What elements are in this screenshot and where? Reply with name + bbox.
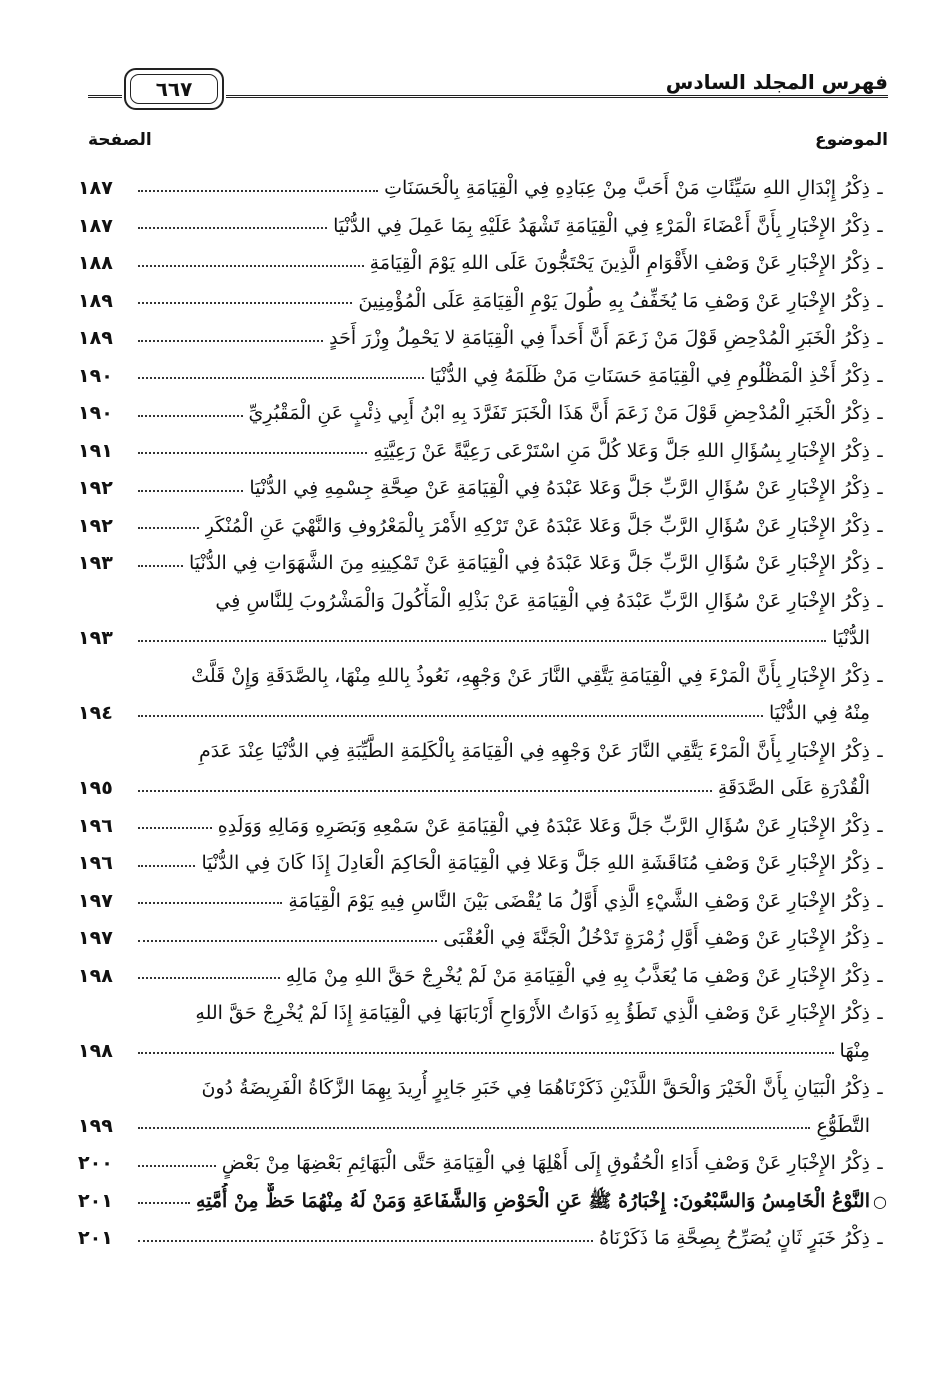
dot-leader — [138, 490, 243, 492]
index-entry — [78, 883, 890, 921]
index-entry — [78, 1220, 890, 1258]
entry-line — [78, 320, 890, 358]
dash-bullet-icon: ـ — [877, 290, 883, 312]
entry-page-number: ١٩٩ — [78, 1114, 113, 1137]
entry-page-number: ١٩٦ — [78, 814, 113, 837]
entry-page-number: ١٩٢ — [78, 514, 113, 537]
entry-page-number: ٢٠١ — [78, 1227, 113, 1249]
entry-page-number: ١٩٧ — [78, 889, 113, 912]
dot-leader — [138, 1165, 216, 1167]
entry-text: ذِكْرُ أَخْذِ الْمَظْلُومِ فِي الْقِيَامَةِ حَسَنَاتِ مَنْ ظَلَمَهُ فِي الدُّنْيَا — [429, 364, 870, 387]
entry-line — [78, 995, 890, 1033]
circle-bullet-icon: ○ — [873, 1191, 887, 1211]
entry-text: ذِكْرُ خَبَرٍ ثَانٍ يُصَرِّحُ بِصِحَّةِ مَا ذَكَرْنَاهُ — [599, 1227, 870, 1249]
entry-text: ذِكْرُ الإِخْبَارِ بِأَنَّ الْمَرْءَ فِي الْقِيَامَةِ يَتَّقِي النَّارَ عَنْ وَجْهِهِ، نَعُوذُ بِاللهِ مِنْهَا، بِالصَّدَقَةِ وَإِنْ قَلَّتْ — [191, 664, 870, 687]
entry-page-number: ١٩٠ — [78, 364, 113, 387]
entry-page-number: ١٩١ — [78, 439, 113, 462]
index-entry — [78, 395, 890, 433]
entry-line — [78, 695, 890, 733]
dot-leader — [138, 1052, 834, 1054]
index-entry — [78, 433, 890, 471]
index-entry — [78, 358, 890, 396]
dot-leader — [138, 265, 364, 267]
dot-leader — [138, 790, 712, 792]
dot-leader — [138, 865, 195, 867]
dash-bullet-icon: ـ — [877, 478, 883, 499]
dash-bullet-icon: ـ — [877, 1003, 883, 1024]
dash-bullet-icon: ـ — [877, 215, 883, 237]
entry-page-number: ١٩٧ — [78, 927, 113, 949]
index-entry — [78, 958, 890, 996]
header-title: فهرس المجلد السادس — [665, 70, 888, 94]
entry-text: النَّوْعُ الْخَامِسُ وَالسَّبْعُونَ: إِخْبَارُهُ ﷺ عَنِ الْحَوْضِ وَالشَّفَاعَةِ وَمَنْ لَهُ مِنْهُمَا حَظٌّ مِنْ أُمَّتِهِ — [195, 1189, 870, 1212]
header-rule-right — [226, 95, 888, 102]
index-entry — [78, 1145, 890, 1183]
entry-line — [78, 1220, 890, 1258]
entry-page-number: ١٩٥ — [78, 777, 113, 799]
entry-line — [78, 1070, 890, 1108]
dot-leader — [138, 940, 437, 942]
dot-leader — [138, 565, 183, 567]
dot-leader — [138, 227, 327, 229]
header-rule-left — [88, 95, 122, 102]
entry-text: الدُّنْيَا — [832, 627, 870, 649]
entry-line — [78, 395, 890, 433]
entry-text: ذِكْرُ الإِخْبَارِ عَنْ وَصْفِ مَا يُخَفِّفُ بِهِ طُولَ يَوْمِ الْقِيَامَةِ عَلَى الْمُؤْمِنِينَ — [358, 289, 870, 312]
entry-text: ذِكْرُ الإِخْبَارِ عَنْ وَصْفِ أَدَاءِ الْحُقُوقِ إِلَى أَهْلِهَا فِي الْقِيَامَةِ حَتَّى الْبَهَائِمِ بَعْضِهَا مِنْ بَعْضٍ — [221, 1152, 870, 1174]
entry-text: ذِكْرُ الإِخْبَارِ عَنْ وَصْفِ مُنَاقَشَةِ اللهِ جَلَّ وَعَلا فِي الْقِيَامَةِ الْحَاكِمَ الْعَادِلَ إِذَا كَانَ فِي الدُّنْيَا — [201, 852, 870, 874]
entry-text: التَّطَوُّعِ — [816, 1114, 870, 1137]
entry-line — [78, 508, 890, 546]
entry-line — [78, 883, 890, 921]
dash-bullet-icon: ـ — [877, 815, 883, 837]
index-entry — [78, 733, 890, 808]
entry-text: مِنْهَا — [839, 1039, 870, 1062]
index-entry — [78, 283, 890, 321]
index-entry — [78, 1070, 890, 1145]
entry-page-number: ٢٠٠ — [78, 1152, 113, 1174]
dot-leader — [138, 415, 243, 417]
dash-bullet-icon: ـ — [877, 365, 883, 387]
entry-text: ذِكْرُ الْبَيَانِ بِأَنَّ الْخَيْرَ وَالْحَقَّ اللَّذَيْنِ ذَكَرْنَاهُمَا فِي خَبَرِ جَابِرٍ أُرِيدَ بِهِمَا الزَّكَاةُ الْفَرِيضَةُ دُونَ — [201, 1077, 870, 1099]
page-number-frame — [124, 68, 224, 110]
index-entry — [78, 320, 890, 358]
entry-line — [78, 1108, 890, 1146]
index-entry — [78, 170, 890, 208]
dash-bullet-icon: ـ — [877, 553, 883, 574]
entry-line — [78, 245, 890, 283]
dash-bullet-icon: ـ — [877, 440, 883, 462]
dash-bullet-icon: ـ — [877, 1078, 883, 1099]
dash-bullet-icon: ـ — [877, 178, 883, 199]
dot-leader — [138, 1202, 190, 1204]
index-entry — [78, 583, 890, 658]
page-header — [88, 68, 888, 118]
dot-leader — [138, 302, 352, 304]
index-entry — [78, 995, 890, 1070]
dot-leader — [138, 640, 826, 642]
entry-line — [78, 470, 890, 508]
entry-text: ذِكْرُ إِبْدَالِ اللهِ سَيِّئَاتِ مَنْ أَحَبَّ مِنْ عِبَادِهِ فِي الْقِيَامَةِ بِالْحَسَنَاتِ — [384, 177, 870, 199]
page-column-heading: الصفحة — [88, 130, 152, 150]
topic-column-heading: الموضوع — [815, 130, 888, 150]
entry-text: ذِكْرُ الإِخْبَارِ عَنْ سُؤَالِ الرَّبِّ جَلَّ وَعَلا عَبْدَهُ فِي الْقِيَامَةِ عَنْ سَمْعِهِ وَبَصَرِهِ وَمَالِهِ وَوَلَدِهِ — [217, 814, 870, 837]
entry-text: ذِكْرُ الإِخْبَارِ عَنْ وَصْفِ الأَقْوَامِ الَّذِينَ يَحْتَجُّونَ عَلَى اللهِ يَوْمَ الْقِيَامَةِ — [369, 252, 870, 274]
entry-line — [78, 283, 890, 321]
entry-page-number: ١٩٨ — [78, 964, 113, 987]
entry-text: ذِكْرُ الإِخْبَارِ بِسُؤَالِ اللهِ جَلَّ وَعَلا كُلَّ مَنِ اسْتَرْعَى رَعِيَّةً عَنْ رَعِيَّتِهِ — [373, 439, 870, 462]
dash-bullet-icon: ـ — [877, 328, 883, 349]
dot-leader — [138, 977, 280, 979]
dash-bullet-icon: ـ — [877, 890, 883, 912]
index-entries — [78, 170, 890, 1258]
entry-line — [78, 845, 890, 883]
entry-text: ذِكْرُ الإِخْبَارِ عَنْ سُؤَالِ الرَّبِّ جَلَّ وَعَلا عَبْدَهُ فِي الْقِيَامَةِ عَنْ صِحَّةِ جِسْمِهِ فِي الدُّنْيَا — [249, 477, 870, 499]
dash-bullet-icon: ـ — [877, 403, 883, 424]
dash-bullet-icon: ـ — [877, 253, 883, 274]
index-entry — [78, 208, 890, 246]
page-number: ٦٦٧ — [130, 74, 218, 104]
entry-line — [78, 208, 890, 246]
entry-line — [78, 958, 890, 996]
entry-page-number: ٢٠١ — [78, 1189, 113, 1212]
chapter-heading-entry — [78, 1183, 890, 1221]
index-entry — [78, 470, 890, 508]
entry-page-number: ١٩٠ — [78, 402, 113, 424]
dot-leader — [138, 715, 763, 717]
entry-text: ذِكْرُ الإِخْبَارِ عَنْ سُؤَالِ الرَّبِّ جَلَّ وَعَلا عَبْدَهُ فِي الْقِيَامَةِ عَنْ تَمْكِينِهِ مِنَ الشَّهَوَاتِ فِي الدُّنْيَا — [188, 552, 870, 574]
entry-page-number: ١٨٧ — [78, 177, 113, 199]
dot-leader — [138, 902, 282, 904]
entry-line — [78, 808, 890, 846]
index-entry — [78, 545, 890, 583]
entry-page-number: ١٩٦ — [78, 852, 113, 874]
entry-text: ذِكْرُ الإِخْبَارِ بِأَنَّ أَعْضَاءَ الْمَرْءِ فِي الْقِيَامَةِ تَشْهَدُ عَلَيْهِ بِمَا عَمِلَ فِي الدُّنْيَا — [333, 214, 870, 237]
entry-page-number: ١٨٩ — [78, 289, 113, 312]
entry-line — [78, 1033, 890, 1071]
entry-text: ذِكْرُ الإِخْبَارِ عَنْ سُؤَالِ الرَّبِّ عَبْدَهُ فِي الْقِيَامَةِ عَنْ بَذْلِهِ الْمَأْكُولَ وَالْمَشْرُوبَ لِلنَّاسِ فِي — [215, 589, 870, 612]
entry-text: ذِكْرُ الإِخْبَارِ عَنْ وَصْفِ مَا يُعَذَّبُ بِهِ فِي الْقِيَامَةِ مَنْ لَمْ يُخْرِجْ حَقَّ اللهِ مِنْ مَالِهِ — [285, 964, 870, 987]
dash-bullet-icon: ـ — [877, 965, 883, 987]
entry-line — [78, 358, 890, 396]
entry-line — [78, 1183, 890, 1221]
dash-bullet-icon: ـ — [877, 515, 883, 537]
dash-bullet-icon: ـ — [877, 1153, 883, 1174]
index-entry — [78, 658, 890, 733]
entry-text: ذِكْرُ الإِخْبَارِ عَنْ وَصْفِ الشَّيْءِ الَّذِي أَوَّلُ مَا يُقْضَى بَيْنَ النَّاسِ فِيهِ يَوْمَ الْقِيَامَةِ — [288, 889, 870, 912]
entry-page-number: ١٨٧ — [78, 214, 113, 237]
entry-text: ذِكْرُ الإِخْبَارِ عَنْ وَصْفِ أَوَّلِ زُمْرَةٍ تَدْخُلُ الْجَنَّةَ فِي الْعُقْبَى — [443, 927, 870, 949]
entry-line — [78, 920, 890, 958]
dot-leader — [138, 377, 424, 379]
dot-leader — [138, 527, 199, 529]
entry-text: ذِكْرُ الْخَبَرِ الْمُدْحِضِ قَوْلَ مَنْ زَعَمَ أَنَّ أَحَداً فِي الْقِيَامَةِ لا يَحْمِلُ وِزْرَ أَحَدٍ — [329, 327, 870, 349]
index-entry — [78, 845, 890, 883]
entry-page-number: ١٩٣ — [78, 627, 113, 649]
entry-page-number: ١٨٨ — [78, 252, 113, 274]
dot-leader — [138, 1127, 810, 1129]
entry-page-number: ١٩٨ — [78, 1039, 113, 1062]
entry-page-number: ١٩٣ — [78, 552, 113, 574]
entry-page-number: ١٨٩ — [78, 327, 113, 349]
dot-leader — [138, 190, 378, 192]
index-entry — [78, 508, 890, 546]
entry-text: ذِكْرُ الإِخْبَارِ عَنْ وَصْفِ الَّذِي تَطَؤُ بِهِ ذَوَاتُ الأَرْوَاحِ أَرْبَابَهَا فِي الْقِيَامَةِ إِذَا لَمْ يُخْرِجْ حَقَّ اللهِ — [195, 1002, 870, 1024]
index-entry — [78, 245, 890, 283]
entry-line — [78, 545, 890, 583]
entry-line — [78, 733, 890, 771]
entry-text: ذِكْرُ الإِخْبَارِ بِأَنَّ الْمَرْءَ يَتَّقِي النَّارَ عَنْ وَجْهِهِ فِي الْقِيَامَةِ بِالْكَلِمَةِ الطَّيِّبَةِ فِي الدُّنْيَا عِنْدَ عَدَمِ — [198, 739, 870, 762]
entry-line — [78, 620, 890, 658]
entry-page-number: ١٩٢ — [78, 477, 113, 499]
entry-line — [78, 170, 890, 208]
entry-line — [78, 770, 890, 808]
entry-line — [78, 1145, 890, 1183]
dash-bullet-icon: ـ — [877, 590, 883, 612]
index-entry — [78, 808, 890, 846]
entry-line — [78, 658, 890, 696]
dot-leader — [138, 827, 212, 829]
entry-text: الْقُدْرَةِ عَلَى الصَّدَقَةِ — [717, 777, 870, 799]
entry-text: مِنْهُ فِي الدُّنْيَا — [769, 702, 870, 724]
entry-page-number: ١٩٤ — [78, 702, 113, 724]
dash-bullet-icon: ـ — [877, 853, 883, 874]
entry-text: ذِكْرُ الإِخْبَارِ عَنْ سُؤَالِ الرَّبِّ جَلَّ وَعَلا عَبْدَهُ عَنْ تَرْكِهِ الأَمْرَ بِالْمَعْرُوفِ وَالنَّهْيَ عَنِ الْمُنْكَرِ — [204, 514, 870, 537]
index-entry — [78, 920, 890, 958]
entry-line — [78, 583, 890, 621]
dash-bullet-icon: ـ — [877, 1228, 883, 1249]
entry-text: ذِكْرُ الْخَبَرِ الْمُدْحِضِ قَوْلَ مَنْ زَعَمَ أَنَّ هَذَا الْخَبَرَ تَفَرَّدَ بِهِ ابْنُ أَبِي ذِئْبٍ عَنِ الْمَقْبُرِيِّ — [248, 402, 870, 424]
dash-bullet-icon: ـ — [877, 740, 883, 762]
dash-bullet-icon: ـ — [877, 665, 883, 687]
dot-leader — [138, 1240, 593, 1242]
dot-leader — [138, 452, 367, 454]
entry-line — [78, 433, 890, 471]
dot-leader — [138, 340, 323, 342]
dash-bullet-icon: ـ — [877, 928, 883, 949]
